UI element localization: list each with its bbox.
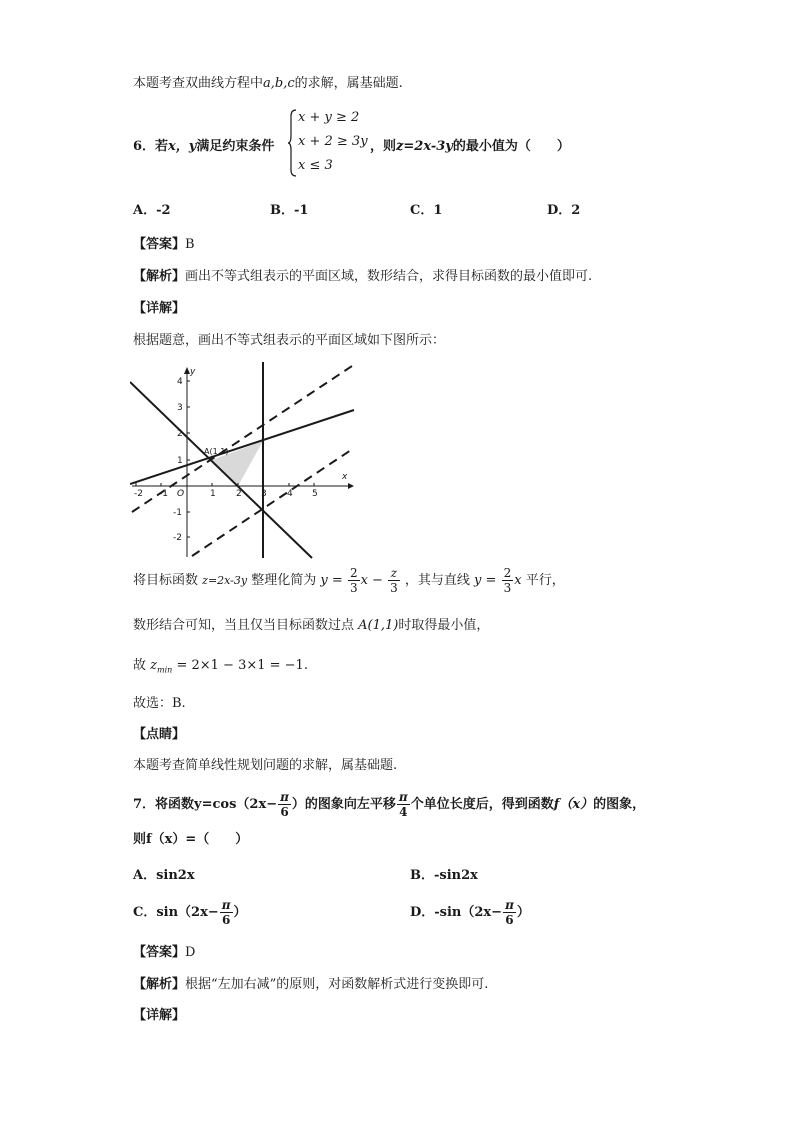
y-tick-neg1: -1 — [173, 508, 182, 518]
q6-detail-2: 将目标函数 z=2x-3y 整理化简为 y = $\frac{2}{3}$ x − $\frac{z}{3}$ ，其与直线 y = $\frac{2}{3}$ x 平行， — [133, 566, 565, 595]
x-tick-3: 3 — [261, 489, 267, 499]
q6-detail-label: 【详解】 — [133, 301, 186, 316]
x-tick-1: 1 — [210, 489, 216, 499]
q7-answer: 【答案】D — [133, 945, 196, 960]
q6-dianjing-label: 【点睛】 — [133, 727, 186, 742]
intro-text: 本题考查双曲线方程中a,b,c的求解，属基础题. — [133, 76, 403, 91]
x-tick-neg2: -2 — [134, 489, 143, 499]
point-a-label: A(1,1) — [204, 447, 229, 456]
constraint-3: x ≤ 3 — [298, 158, 333, 173]
q6-detail-3: 数形结合可知，当且仅当目标函数过点 A(1,1)时取得最小值， — [133, 618, 490, 633]
x-tick-5: 5 — [312, 489, 318, 499]
y-tick-4: 4 — [177, 377, 183, 387]
q6-analysis: 【解析】画出不等式组表示的平面区域，数形结合，求得目标函数的最小值即可. — [133, 269, 593, 284]
q7-stem-2: 则f（x）=（ ） — [133, 832, 249, 847]
q6-option-a: A．-2 — [133, 203, 171, 218]
q7-stem: 7．将函数y=cos（2x− $\frac{\pi}{6}$ ）的图象向左平移 $\frac{\pi}{4}$ 个单位长度后，得到函数f（x）的图象， — [133, 790, 646, 819]
q6-detail-1: 根据题意，画出不等式组表示的平面区域如下图所示： — [133, 333, 446, 348]
x-tick-4: 4 — [287, 489, 293, 499]
q6-stem: 6．若x，y满足约束条件 — [133, 139, 275, 154]
y-tick-neg2: -2 — [173, 533, 182, 543]
q6-stem-tail: ，则z=2x-3y的最小值为（ ） — [370, 139, 570, 154]
y-tick-3: 3 — [177, 403, 183, 413]
q7-option-b: B．-sin2x — [410, 868, 478, 883]
x-tick-neg1: -1 — [159, 489, 168, 499]
feasible-region-graph — [130, 362, 360, 560]
origin-label: O — [177, 489, 185, 499]
q6-answer: 【答案】B — [133, 237, 195, 252]
y-axis-label: y — [190, 367, 196, 377]
q7-detail-label: 【详解】 — [133, 1008, 186, 1023]
q6-dianjing: 本题考查简单线性规划问题的求解，属基础题. — [133, 758, 398, 773]
q6-option-b: B．-1 — [270, 203, 309, 218]
x-tick-2: 2 — [236, 489, 242, 499]
q6-detail-4: 故 $z_{min} = 2\times 1 - 3\times 1 = -1$. — [133, 658, 308, 675]
q6-option-c: C．1 — [410, 203, 443, 218]
q7-analysis: 【解析】根据“左加右减”的原则，对函数解析式进行变换即可. — [133, 977, 489, 992]
brace-icon — [288, 108, 298, 178]
q6-choose: 故选：B. — [133, 696, 186, 711]
x-axis-label: x — [342, 472, 348, 482]
q6-option-d: D．2 — [547, 203, 581, 218]
x-axis-arrow — [348, 483, 354, 489]
q7-option-c: C．sin（2x− $\frac{\pi}{6}$ ） — [133, 898, 247, 927]
line-x-plus-y-eq-2 — [130, 382, 312, 558]
y-tick-2: 2 — [177, 429, 183, 439]
q7-option-d: D．-sin（2x− $\frac{\pi}{6}$ ） — [410, 898, 530, 927]
constraint-1: x + y ≥ 2 — [298, 110, 360, 125]
q7-option-a: A．sin2x — [133, 868, 195, 883]
q6-constraint-system — [288, 108, 368, 178]
constraint-2: x + 2 ≥ 3y — [298, 134, 368, 149]
y-tick-1: 1 — [177, 456, 183, 466]
